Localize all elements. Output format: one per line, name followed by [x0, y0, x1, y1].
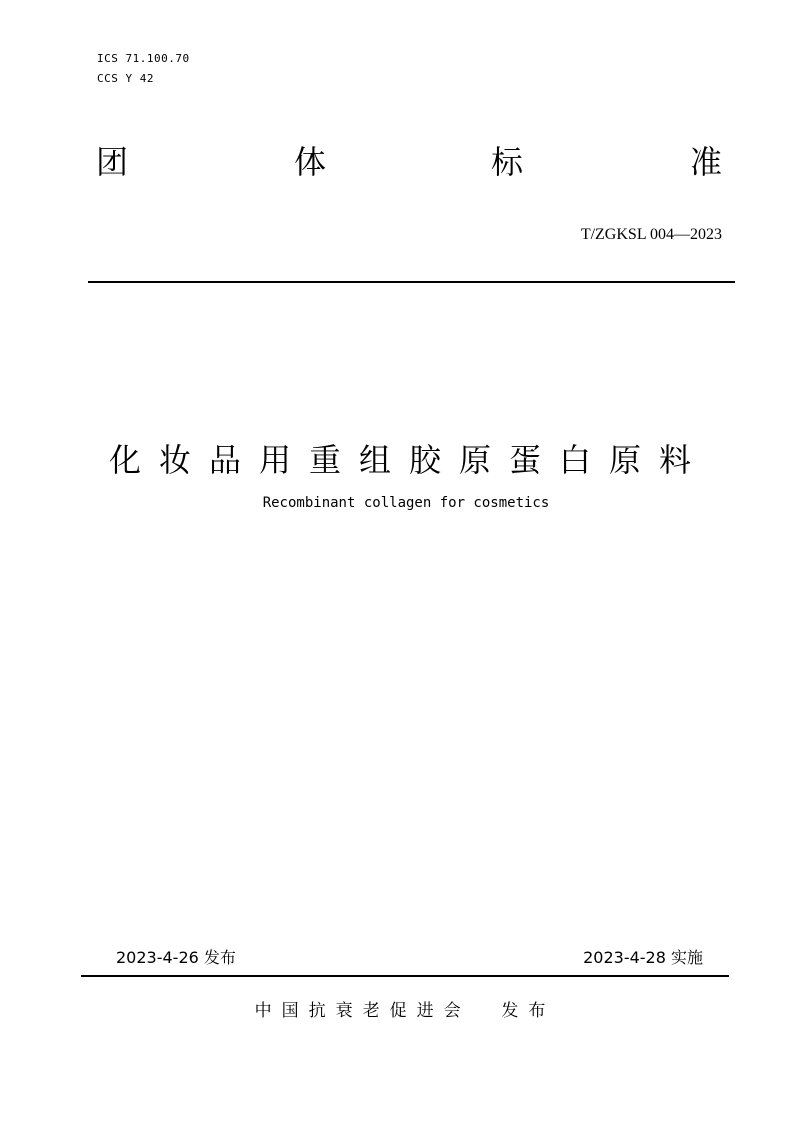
- document-title-en: Recombinant collagen for cosmetics: [262, 495, 550, 511]
- bottom-divider: [81, 975, 729, 977]
- standard-type-char-1: 团: [96, 143, 129, 181]
- publisher: 中国抗衰老促进会 发布: [254, 1001, 556, 1021]
- standard-type-char-4: 准: [690, 143, 723, 181]
- ics-code: ICS 71.100.70: [97, 52, 190, 65]
- publish-date: 2023-4-26 发布: [116, 948, 236, 967]
- document-title-zh: 化妆品用重组胶原蛋白原料: [108, 441, 709, 479]
- standard-type-char-3: 标: [491, 143, 524, 181]
- ccs-code: CCS Y 42: [97, 72, 154, 85]
- top-divider: [88, 281, 735, 283]
- standard-number: T/ZGKSL 004—2023: [580, 226, 722, 243]
- implementation-date: 2023-4-28 实施: [583, 948, 703, 967]
- standard-type-char-2: 体: [294, 143, 327, 181]
